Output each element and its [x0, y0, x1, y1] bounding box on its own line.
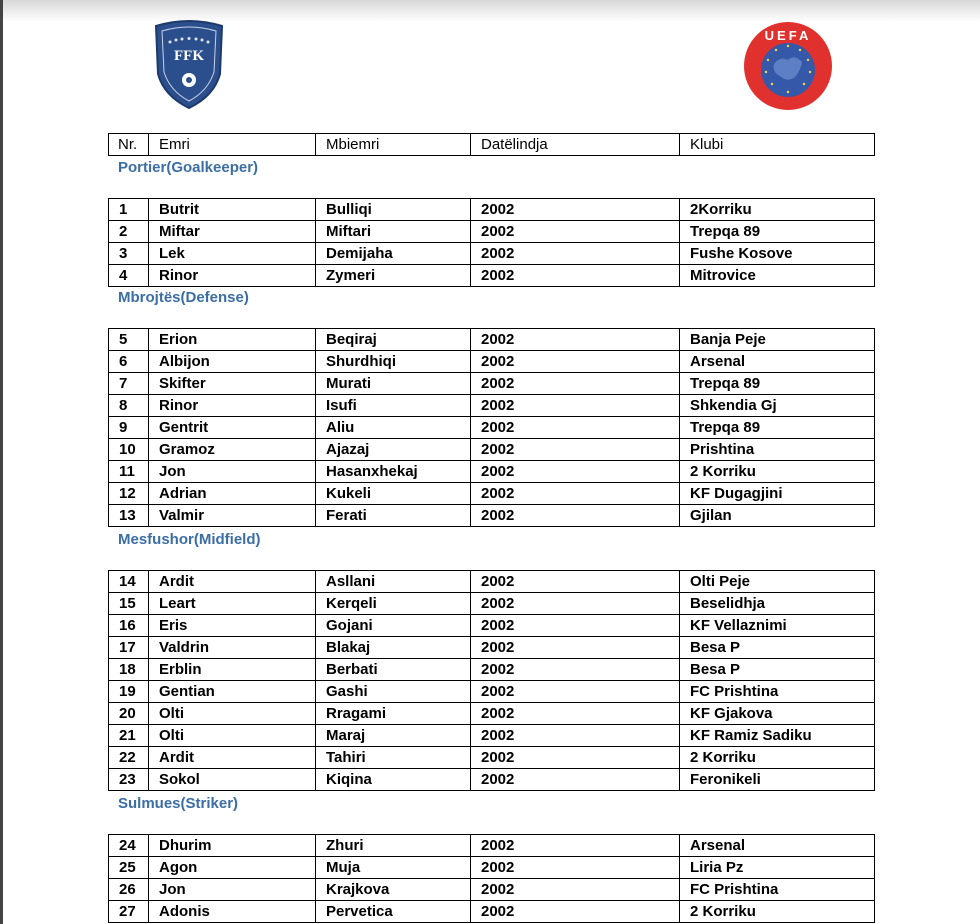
player-birth-year: 2002 [471, 373, 680, 395]
player-last-name: Berbati [316, 659, 471, 681]
player-club: Trepqa 89 [680, 221, 875, 243]
player-club: 2 Korriku [680, 901, 875, 923]
svg-text:UEFA: UEFA [764, 28, 812, 43]
player-birth-year: 2002 [471, 571, 680, 593]
player-birth-year: 2002 [471, 857, 680, 879]
player-birth-year: 2002 [471, 725, 680, 747]
player-nr: 3 [109, 243, 149, 265]
player-birth-year: 2002 [471, 703, 680, 725]
player-birth-year: 2002 [471, 329, 680, 351]
player-birth-year: 2002 [471, 747, 680, 769]
player-birth-year: 2002 [471, 681, 680, 703]
player-table [108, 570, 875, 791]
player-nr: 19 [109, 681, 149, 703]
player-club: Banja Peje [680, 329, 875, 351]
player-nr: 1 [109, 199, 149, 221]
player-first-name: Gentian [149, 681, 316, 703]
player-first-name: Adonis [149, 901, 316, 923]
player-last-name: Zhuri [316, 835, 471, 857]
player-nr: 16 [109, 615, 149, 637]
player-club: Feronikeli [680, 769, 875, 791]
header-klubi: Klubi [680, 134, 875, 156]
table-row [109, 373, 875, 395]
player-last-name: Maraj [316, 725, 471, 747]
player-nr: 26 [109, 879, 149, 901]
player-birth-year: 2002 [471, 199, 680, 221]
player-last-name: Asllani [316, 571, 471, 593]
player-last-name: Blakaj [316, 637, 471, 659]
player-table [108, 328, 875, 527]
player-club: Trepqa 89 [680, 373, 875, 395]
table-row [109, 769, 875, 791]
player-birth-year: 2002 [471, 879, 680, 901]
player-last-name: Ajazaj [316, 439, 471, 461]
player-birth-year: 2002 [471, 835, 680, 857]
player-club: FC Prishtina [680, 681, 875, 703]
player-first-name: Valmir [149, 505, 316, 527]
table-row [109, 637, 875, 659]
player-table [108, 198, 875, 287]
player-first-name: Agon [149, 857, 316, 879]
player-first-name: Sokol [149, 769, 316, 791]
player-last-name: Rragami [316, 703, 471, 725]
table-row [109, 593, 875, 615]
player-club: Beselidhja [680, 593, 875, 615]
player-nr: 22 [109, 747, 149, 769]
table-row [109, 351, 875, 373]
player-club: KF Dugagjini [680, 483, 875, 505]
header-emri: Emri [149, 134, 316, 156]
table-row [109, 439, 875, 461]
player-last-name: Tahiri [316, 747, 471, 769]
table-row [109, 703, 875, 725]
player-last-name: Pervetica [316, 901, 471, 923]
player-last-name: Bulliqi [316, 199, 471, 221]
player-last-name: Kukeli [316, 483, 471, 505]
section-title: Mbrojtës(Defense) [118, 289, 249, 306]
player-club: Arsenal [680, 351, 875, 373]
player-club: Trepqa 89 [680, 417, 875, 439]
player-last-name: Isufi [316, 395, 471, 417]
player-first-name: Miftar [149, 221, 316, 243]
player-club: Besa P [680, 637, 875, 659]
player-nr: 17 [109, 637, 149, 659]
table-row [109, 901, 875, 923]
player-club: 2 Korriku [680, 461, 875, 483]
player-birth-year: 2002 [471, 221, 680, 243]
player-first-name: Albijon [149, 351, 316, 373]
section-title: Portier(Goalkeeper) [118, 159, 259, 176]
player-last-name: Muja [316, 857, 471, 879]
table-row [109, 681, 875, 703]
player-nr: 20 [109, 703, 149, 725]
player-birth-year: 2002 [471, 659, 680, 681]
player-last-name: Kiqina [316, 769, 471, 791]
player-birth-year: 2002 [471, 593, 680, 615]
svg-text:FFK: FFK [174, 48, 204, 64]
player-club: Gjilan [680, 505, 875, 527]
player-birth-year: 2002 [471, 505, 680, 527]
player-first-name: Rinor [149, 265, 316, 287]
player-last-name: Aliu [316, 417, 471, 439]
ffk-crest-icon [148, 18, 230, 110]
player-first-name: Valdrin [149, 637, 316, 659]
table-row [109, 505, 875, 527]
player-birth-year: 2002 [471, 395, 680, 417]
player-nr: 5 [109, 329, 149, 351]
player-birth-year: 2002 [471, 461, 680, 483]
player-nr: 13 [109, 505, 149, 527]
player-club: Olti Peje [680, 571, 875, 593]
player-nr: 21 [109, 725, 149, 747]
header-mbiemri: Mbiemri [316, 134, 471, 156]
column-header-table [108, 133, 875, 156]
player-birth-year: 2002 [471, 243, 680, 265]
player-birth-year: 2002 [471, 901, 680, 923]
page-left-edge [0, 0, 3, 924]
player-nr: 23 [109, 769, 149, 791]
player-last-name: Gashi [316, 681, 471, 703]
player-club: KF Gjakova [680, 703, 875, 725]
player-first-name: Eris [149, 615, 316, 637]
player-birth-year: 2002 [471, 351, 680, 373]
player-last-name: Miftari [316, 221, 471, 243]
player-nr: 14 [109, 571, 149, 593]
player-first-name: Olti [149, 725, 316, 747]
table-row [109, 659, 875, 681]
player-nr: 2 [109, 221, 149, 243]
player-last-name: Krajkova [316, 879, 471, 901]
player-club: Prishtina [680, 439, 875, 461]
player-club: 2Korriku [680, 199, 875, 221]
player-first-name: Ardit [149, 747, 316, 769]
player-first-name: Jon [149, 461, 316, 483]
player-first-name: Erblin [149, 659, 316, 681]
table-row [109, 483, 875, 505]
player-nr: 6 [109, 351, 149, 373]
player-club: FC Prishtina [680, 879, 875, 901]
player-club: Mitrovice [680, 265, 875, 287]
player-first-name: Ardit [149, 571, 316, 593]
player-club: Liria Pz [680, 857, 875, 879]
player-birth-year: 2002 [471, 417, 680, 439]
player-first-name: Gramoz [149, 439, 316, 461]
player-birth-year: 2002 [471, 265, 680, 287]
player-last-name: Gojani [316, 615, 471, 637]
player-first-name: Jon [149, 879, 316, 901]
player-birth-year: 2002 [471, 637, 680, 659]
player-nr: 18 [109, 659, 149, 681]
table-row [109, 417, 875, 439]
player-nr: 25 [109, 857, 149, 879]
player-club: Besa P [680, 659, 875, 681]
player-first-name: Erion [149, 329, 316, 351]
player-first-name: Olti [149, 703, 316, 725]
player-last-name: Ferati [316, 505, 471, 527]
table-row [109, 835, 875, 857]
table-row [109, 265, 875, 287]
table-row [109, 329, 875, 351]
player-nr: 4 [109, 265, 149, 287]
player-first-name: Adrian [149, 483, 316, 505]
player-nr: 15 [109, 593, 149, 615]
table-row [109, 857, 875, 879]
player-nr: 10 [109, 439, 149, 461]
player-club: KF Ramiz Sadiku [680, 725, 875, 747]
header-datelindja: Datëlindja [471, 134, 680, 156]
top-shadow [0, 0, 980, 22]
player-table [108, 834, 875, 923]
header-nr: Nr. [109, 134, 149, 156]
table-row [109, 461, 875, 483]
player-first-name: Lek [149, 243, 316, 265]
player-nr: 7 [109, 373, 149, 395]
player-first-name: Dhurim [149, 835, 316, 857]
player-first-name: Butrit [149, 199, 316, 221]
player-first-name: Skifter [149, 373, 316, 395]
player-birth-year: 2002 [471, 439, 680, 461]
player-last-name: Demijaha [316, 243, 471, 265]
player-last-name: Hasanxhekaj [316, 461, 471, 483]
table-header-row [109, 134, 875, 156]
player-nr: 12 [109, 483, 149, 505]
table-row [109, 725, 875, 747]
player-last-name: Murati [316, 373, 471, 395]
table-row [109, 615, 875, 637]
player-nr: 11 [109, 461, 149, 483]
player-club: Fushe Kosove [680, 243, 875, 265]
player-first-name: Leart [149, 593, 316, 615]
player-first-name: Rinor [149, 395, 316, 417]
player-last-name: Beqiraj [316, 329, 471, 351]
player-first-name: Gentrit [149, 417, 316, 439]
table-row [109, 879, 875, 901]
player-club: Shkendia Gj [680, 395, 875, 417]
player-club: Arsenal [680, 835, 875, 857]
table-row [109, 747, 875, 769]
player-club: 2 Korriku [680, 747, 875, 769]
player-last-name: Kerqeli [316, 593, 471, 615]
section-title: Mesfushor(Midfield) [118, 531, 261, 548]
table-row [109, 221, 875, 243]
table-row [109, 571, 875, 593]
player-last-name: Zymeri [316, 265, 471, 287]
player-nr: 8 [109, 395, 149, 417]
player-last-name: Shurdhiqi [316, 351, 471, 373]
table-row [109, 243, 875, 265]
player-birth-year: 2002 [471, 615, 680, 637]
player-club: KF Vellaznimi [680, 615, 875, 637]
table-row [109, 199, 875, 221]
table-row [109, 395, 875, 417]
player-nr: 27 [109, 901, 149, 923]
uefa-logo-icon [742, 20, 834, 112]
player-nr: 24 [109, 835, 149, 857]
player-birth-year: 2002 [471, 769, 680, 791]
section-title: Sulmues(Striker) [118, 795, 239, 812]
player-nr: 9 [109, 417, 149, 439]
player-birth-year: 2002 [471, 483, 680, 505]
